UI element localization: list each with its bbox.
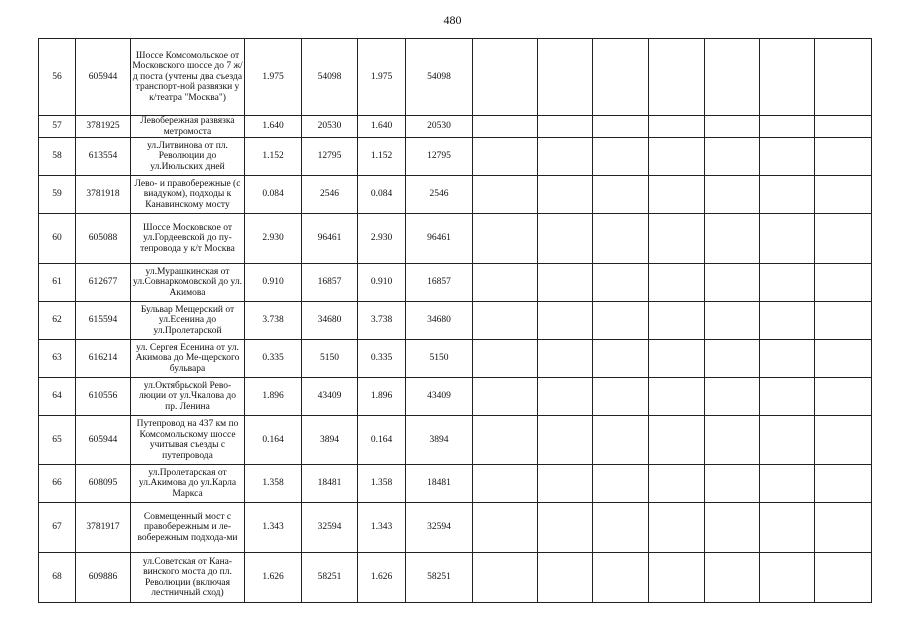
empty-cell bbox=[593, 553, 649, 603]
empty-cell bbox=[538, 416, 593, 465]
empty-cell bbox=[649, 416, 705, 465]
area-2-cell: 18481 bbox=[406, 465, 473, 503]
empty-cell bbox=[705, 176, 760, 214]
empty-cell bbox=[593, 465, 649, 503]
road-name-cell: Шоссе Московское от ул.Гордеевской до пу-тепровода у к/т Москва bbox=[131, 214, 245, 264]
length-1-cell: 0.910 bbox=[245, 264, 302, 302]
length-1-cell: 1.152 bbox=[245, 138, 302, 176]
empty-cell bbox=[473, 378, 538, 416]
empty-cell bbox=[473, 138, 538, 176]
empty-cell bbox=[649, 340, 705, 378]
empty-cell bbox=[538, 465, 593, 503]
length-1-cell: 1.896 bbox=[245, 378, 302, 416]
empty-cell bbox=[473, 176, 538, 214]
empty-cell bbox=[538, 302, 593, 340]
empty-cell bbox=[538, 264, 593, 302]
empty-cell bbox=[593, 214, 649, 264]
empty-cell bbox=[538, 116, 593, 138]
row-number-cell: 59 bbox=[39, 176, 76, 214]
row-number-cell: 64 bbox=[39, 378, 76, 416]
area-2-cell: 32594 bbox=[406, 503, 473, 553]
area-1-cell: 16857 bbox=[302, 264, 358, 302]
length-2-cell: 0.335 bbox=[358, 340, 406, 378]
empty-cell bbox=[649, 116, 705, 138]
empty-cell bbox=[473, 503, 538, 553]
empty-cell bbox=[760, 416, 815, 465]
length-2-cell: 1.626 bbox=[358, 553, 406, 603]
row-number-cell: 62 bbox=[39, 302, 76, 340]
length-1-cell: 1.640 bbox=[245, 116, 302, 138]
empty-cell bbox=[473, 116, 538, 138]
length-1-cell: 2.930 bbox=[245, 214, 302, 264]
empty-cell bbox=[593, 138, 649, 176]
empty-cell bbox=[815, 340, 872, 378]
empty-cell bbox=[538, 214, 593, 264]
empty-cell bbox=[815, 378, 872, 416]
empty-cell bbox=[593, 264, 649, 302]
empty-cell bbox=[760, 116, 815, 138]
road-name-cell: Шоссе Комсомольское от Московского шоссе до 7 ж/д поста (учтены два съезда транспорт-ной развязки у к/театра "Москва") bbox=[131, 39, 245, 116]
table-row bbox=[39, 116, 872, 138]
empty-cell bbox=[649, 176, 705, 214]
empty-cell bbox=[705, 340, 760, 378]
empty-cell bbox=[815, 416, 872, 465]
empty-cell bbox=[760, 39, 815, 116]
area-1-cell: 5150 bbox=[302, 340, 358, 378]
road-code-cell: 610556 bbox=[76, 378, 131, 416]
empty-cell bbox=[473, 302, 538, 340]
area-2-cell: 12795 bbox=[406, 138, 473, 176]
road-name-cell: ул. Сергея Есенина от ул. Акимова до Ме-щерского бульвара bbox=[131, 340, 245, 378]
empty-cell bbox=[815, 503, 872, 553]
area-1-cell: 3894 bbox=[302, 416, 358, 465]
area-1-cell: 34680 bbox=[302, 302, 358, 340]
empty-cell bbox=[760, 553, 815, 603]
area-1-cell: 32594 bbox=[302, 503, 358, 553]
length-1-cell: 1.975 bbox=[245, 39, 302, 116]
empty-cell bbox=[815, 176, 872, 214]
empty-cell bbox=[473, 340, 538, 378]
empty-cell bbox=[705, 264, 760, 302]
empty-cell bbox=[815, 116, 872, 138]
road-name-cell: Бульвар Мещерский от ул.Есенина до ул.Пролетарской bbox=[131, 302, 245, 340]
area-2-cell: 34680 bbox=[406, 302, 473, 340]
empty-cell bbox=[473, 465, 538, 503]
area-2-cell: 58251 bbox=[406, 553, 473, 603]
length-2-cell: 0.084 bbox=[358, 176, 406, 214]
road-name-cell: ул.Литвинова от пл. Революции до ул.Июльских дней bbox=[131, 138, 245, 176]
empty-cell bbox=[815, 264, 872, 302]
empty-cell bbox=[593, 176, 649, 214]
row-number-cell: 67 bbox=[39, 503, 76, 553]
empty-cell bbox=[593, 116, 649, 138]
road-register-table bbox=[38, 38, 872, 603]
area-2-cell: 54098 bbox=[406, 39, 473, 116]
length-1-cell: 1.343 bbox=[245, 503, 302, 553]
table-row bbox=[39, 214, 872, 264]
empty-cell bbox=[705, 39, 760, 116]
empty-cell bbox=[649, 503, 705, 553]
length-2-cell: 1.152 bbox=[358, 138, 406, 176]
empty-cell bbox=[538, 340, 593, 378]
road-name-cell: Совмещенный мост с правобережным и ле-вобережным подхода-ми bbox=[131, 503, 245, 553]
length-2-cell: 1.358 bbox=[358, 465, 406, 503]
row-number-cell: 66 bbox=[39, 465, 76, 503]
empty-cell bbox=[473, 214, 538, 264]
table-row bbox=[39, 138, 872, 176]
empty-cell bbox=[473, 264, 538, 302]
road-code-cell: 608095 bbox=[76, 465, 131, 503]
area-1-cell: 20530 bbox=[302, 116, 358, 138]
area-1-cell: 18481 bbox=[302, 465, 358, 503]
area-2-cell: 16857 bbox=[406, 264, 473, 302]
row-number-cell: 60 bbox=[39, 214, 76, 264]
row-number-cell: 65 bbox=[39, 416, 76, 465]
length-2-cell: 1.343 bbox=[358, 503, 406, 553]
road-name-cell: ул.Советская от Кана-винского моста до пл. Революции (включая лестничный сход) bbox=[131, 553, 245, 603]
road-code-cell: 616214 bbox=[76, 340, 131, 378]
empty-cell bbox=[473, 39, 538, 116]
length-2-cell: 1.975 bbox=[358, 39, 406, 116]
empty-cell bbox=[760, 176, 815, 214]
empty-cell bbox=[593, 340, 649, 378]
length-1-cell: 0.084 bbox=[245, 176, 302, 214]
length-1-cell: 1.626 bbox=[245, 553, 302, 603]
empty-cell bbox=[815, 214, 872, 264]
road-code-cell: 3781925 bbox=[76, 116, 131, 138]
empty-cell bbox=[538, 138, 593, 176]
empty-cell bbox=[538, 39, 593, 116]
road-code-cell: 615594 bbox=[76, 302, 131, 340]
empty-cell bbox=[593, 378, 649, 416]
empty-cell bbox=[538, 378, 593, 416]
empty-cell bbox=[705, 138, 760, 176]
table-row bbox=[39, 378, 872, 416]
empty-cell bbox=[593, 416, 649, 465]
empty-cell bbox=[593, 39, 649, 116]
row-number-cell: 58 bbox=[39, 138, 76, 176]
road-name-cell: ул.Октябрьской Рево-люции от ул.Чкалова до пр. Ленина bbox=[131, 378, 245, 416]
area-1-cell: 54098 bbox=[302, 39, 358, 116]
empty-cell bbox=[538, 503, 593, 553]
empty-cell bbox=[760, 138, 815, 176]
length-2-cell: 1.640 bbox=[358, 116, 406, 138]
empty-cell bbox=[760, 340, 815, 378]
road-code-cell: 605944 bbox=[76, 416, 131, 465]
area-2-cell: 5150 bbox=[406, 340, 473, 378]
empty-cell bbox=[705, 465, 760, 503]
table-row bbox=[39, 176, 872, 214]
empty-cell bbox=[760, 378, 815, 416]
length-1-cell: 1.358 bbox=[245, 465, 302, 503]
empty-cell bbox=[705, 116, 760, 138]
empty-cell bbox=[705, 553, 760, 603]
length-1-cell: 0.335 bbox=[245, 340, 302, 378]
empty-cell bbox=[538, 553, 593, 603]
road-name-cell: ул.Пролетарская от ул.Акимова до ул.Карла Маркса bbox=[131, 465, 245, 503]
length-1-cell: 0.164 bbox=[245, 416, 302, 465]
empty-cell bbox=[649, 302, 705, 340]
area-2-cell: 20530 bbox=[406, 116, 473, 138]
road-code-cell: 605944 bbox=[76, 39, 131, 116]
row-number-cell: 68 bbox=[39, 553, 76, 603]
table-row bbox=[39, 416, 872, 465]
empty-cell bbox=[705, 416, 760, 465]
empty-cell bbox=[473, 553, 538, 603]
empty-cell bbox=[538, 176, 593, 214]
empty-cell bbox=[760, 214, 815, 264]
page-number: 480 bbox=[443, 13, 462, 27]
road-code-cell: 3781918 bbox=[76, 176, 131, 214]
row-number-cell: 57 bbox=[39, 116, 76, 138]
road-code-cell: 609886 bbox=[76, 553, 131, 603]
table-row bbox=[39, 465, 872, 503]
empty-cell bbox=[815, 39, 872, 116]
empty-cell bbox=[815, 138, 872, 176]
table-row bbox=[39, 302, 872, 340]
empty-cell bbox=[649, 465, 705, 503]
length-2-cell: 2.930 bbox=[358, 214, 406, 264]
length-2-cell: 0.164 bbox=[358, 416, 406, 465]
road-code-cell: 3781917 bbox=[76, 503, 131, 553]
empty-cell bbox=[760, 503, 815, 553]
area-2-cell: 96461 bbox=[406, 214, 473, 264]
empty-cell bbox=[815, 465, 872, 503]
road-name-cell: Левобережная развязка метромоста bbox=[131, 116, 245, 138]
empty-cell bbox=[593, 302, 649, 340]
empty-cell bbox=[649, 378, 705, 416]
length-2-cell: 1.896 bbox=[358, 378, 406, 416]
empty-cell bbox=[649, 39, 705, 116]
empty-cell bbox=[473, 416, 538, 465]
row-number-cell: 63 bbox=[39, 340, 76, 378]
empty-cell bbox=[760, 302, 815, 340]
table-row bbox=[39, 39, 872, 116]
road-name-cell: ул.Мурашкинская от ул.Совнаркомовской до ул. Акимова bbox=[131, 264, 245, 302]
road-name-cell: Путепровод на 437 км по Комсомольскому шоссе учитывая съезды с путепровода bbox=[131, 416, 245, 465]
area-1-cell: 96461 bbox=[302, 214, 358, 264]
empty-cell bbox=[649, 264, 705, 302]
road-name-cell: Лево- и правобережные (с виадуком), подходы к Канавинскому мосту bbox=[131, 176, 245, 214]
empty-cell bbox=[815, 302, 872, 340]
area-1-cell: 2546 bbox=[302, 176, 358, 214]
empty-cell bbox=[760, 465, 815, 503]
row-number-cell: 61 bbox=[39, 264, 76, 302]
empty-cell bbox=[593, 503, 649, 553]
road-code-cell: 613554 bbox=[76, 138, 131, 176]
table-row bbox=[39, 503, 872, 553]
length-2-cell: 3.738 bbox=[358, 302, 406, 340]
empty-cell bbox=[649, 553, 705, 603]
empty-cell bbox=[705, 378, 760, 416]
area-2-cell: 3894 bbox=[406, 416, 473, 465]
road-code-cell: 605088 bbox=[76, 214, 131, 264]
table-row bbox=[39, 553, 872, 603]
empty-cell bbox=[705, 302, 760, 340]
table-row bbox=[39, 340, 872, 378]
row-number-cell: 56 bbox=[39, 39, 76, 116]
area-2-cell: 2546 bbox=[406, 176, 473, 214]
empty-cell bbox=[815, 553, 872, 603]
road-code-cell: 612677 bbox=[76, 264, 131, 302]
table-row bbox=[39, 264, 872, 302]
area-1-cell: 12795 bbox=[302, 138, 358, 176]
area-1-cell: 43409 bbox=[302, 378, 358, 416]
empty-cell bbox=[649, 138, 705, 176]
empty-cell bbox=[705, 503, 760, 553]
empty-cell bbox=[705, 214, 760, 264]
length-2-cell: 0.910 bbox=[358, 264, 406, 302]
empty-cell bbox=[760, 264, 815, 302]
empty-cell bbox=[649, 214, 705, 264]
area-2-cell: 43409 bbox=[406, 378, 473, 416]
length-1-cell: 3.738 bbox=[245, 302, 302, 340]
area-1-cell: 58251 bbox=[302, 553, 358, 603]
